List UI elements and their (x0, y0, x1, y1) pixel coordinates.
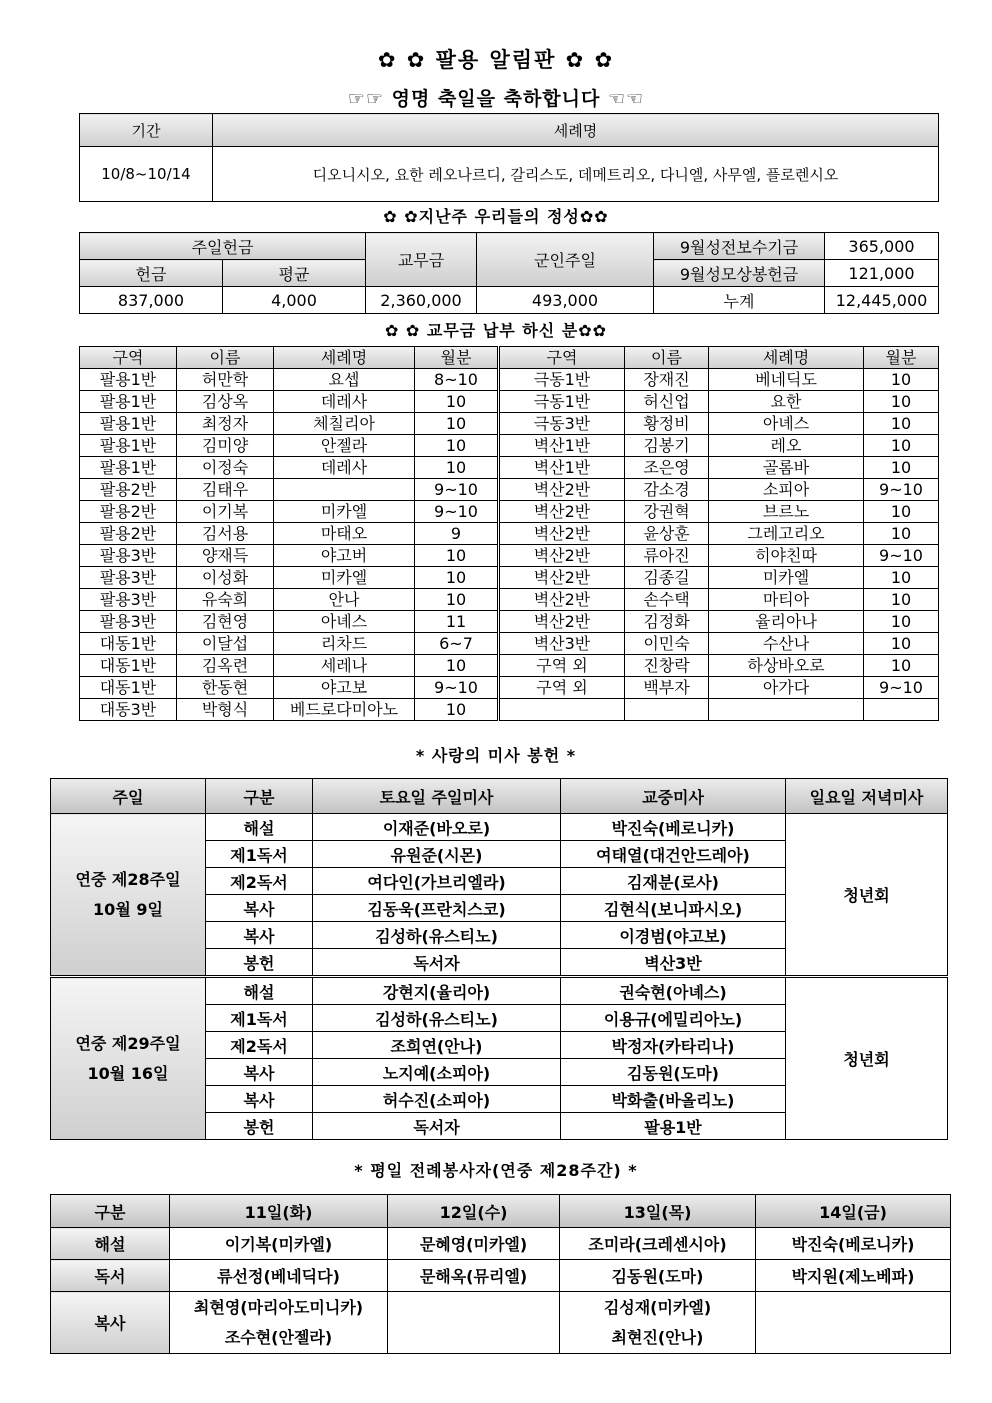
dues-cell: 히야친따 (709, 545, 864, 567)
dues-cell: 손수택 (625, 589, 709, 611)
dues-cell: 대동3반 (80, 699, 177, 721)
weekday-heading: * 평일 전례봉사자(연중 제28주간) * (354, 1161, 638, 1180)
dues-cell: 마태오 (274, 523, 415, 545)
dues-cell: 김정화 (625, 611, 709, 633)
mass-assignee: 여태열(대건안드레아) (561, 841, 786, 868)
dues-cell: 8~10 (415, 369, 499, 391)
dues-cell: 진창락 (625, 655, 709, 677)
mass-role: 복사 (206, 922, 313, 949)
dues-cell: 그레고리오 (709, 523, 864, 545)
page-subtitle: ☞☞ 영명 축일을 축하합니다 ☜☜ (347, 88, 645, 110)
dues-cell: 감소경 (625, 479, 709, 501)
weekday-header-cell: 13일(목) (560, 1195, 756, 1228)
dues-cell: 10 (864, 501, 939, 523)
dues-cell: 벽산2반 (499, 501, 625, 523)
mass-assignee: 권숙현(아녜스) (561, 977, 786, 1005)
dues-cell: 장재진 (625, 369, 709, 391)
dues-cell: 팔용2반 (80, 501, 177, 523)
dues-cell: 율리아나 (709, 611, 864, 633)
dues-cell: 요셉 (274, 369, 415, 391)
dues-cell: 팔용1반 (80, 413, 177, 435)
total-value: 12,445,000 (825, 287, 939, 314)
military-sunday-label: 군인주일 (477, 233, 654, 287)
mass-assignee: 이재준(바오로) (313, 814, 561, 841)
dues-cell: 미카엘 (709, 567, 864, 589)
military-sunday-value: 493,000 (477, 287, 654, 314)
dues-row (80, 457, 939, 479)
dues-cell: 팔용2반 (80, 523, 177, 545)
weekday-cell: 조미라(크레센시아) (560, 1228, 756, 1260)
fund2-label: 9월성모상봉헌금 (654, 260, 825, 287)
mass-assignee: 팔용1반 (561, 1113, 786, 1140)
server-name: 최현진(안나) (611, 1327, 704, 1347)
sunday-cell (51, 977, 206, 1140)
dues-cell: 마티아 (709, 589, 864, 611)
weekday-server-row (51, 1292, 951, 1354)
dues-cell: 아녜스 (709, 413, 864, 435)
sunday-date: 10월 9일 (93, 899, 163, 919)
feast-header-names: 세례명 (213, 114, 939, 147)
dues-cell: 극동3반 (499, 413, 625, 435)
dues-cell: 극동1반 (499, 391, 625, 413)
dues-cell: 체칠리아 (274, 413, 415, 435)
dues-cell: 레오 (709, 435, 864, 457)
dues-cell: 6~7 (415, 633, 499, 655)
dues-row (80, 589, 939, 611)
dues-cell: 벽산1반 (499, 435, 625, 457)
dues-cell: 세레나 (274, 655, 415, 677)
weekday-cell (560, 1292, 756, 1354)
dues-cell: 벽산2반 (499, 611, 625, 633)
dues-row (80, 479, 939, 501)
dues-table (79, 346, 939, 721)
dues-cell: 이민숙 (625, 633, 709, 655)
dues-cell: 김종길 (625, 567, 709, 589)
dues-cell: 9~10 (415, 677, 499, 699)
weekday-cell (170, 1292, 388, 1354)
mass-assignee: 독서자 (313, 949, 561, 977)
dues-cell: 10 (415, 435, 499, 457)
dues-cell: 10 (864, 611, 939, 633)
dues-header-cell: 세례명 (274, 347, 415, 369)
dues-cell: 벽산2반 (499, 545, 625, 567)
server-name: 김성재(미카엘) (603, 1297, 712, 1317)
dues-cell: 윤상훈 (625, 523, 709, 545)
dues-cell: 벽산2반 (499, 567, 625, 589)
dues-row (80, 369, 939, 391)
dues-cell: 아가다 (709, 677, 864, 699)
dues-header-cell: 이름 (625, 347, 709, 369)
dues-row (80, 611, 939, 633)
feast-header-period: 기간 (80, 114, 213, 147)
weekday-cell: 이기복(미카엘) (170, 1228, 388, 1260)
dues-cell: 구역 외 (499, 655, 625, 677)
mass-role: 제2독서 (206, 1032, 313, 1059)
dues-header-cell: 월분 (415, 347, 499, 369)
dues-cell: 김옥련 (177, 655, 274, 677)
dues-cell: 벽산2반 (499, 479, 625, 501)
dues-cell: 이기복 (177, 501, 274, 523)
dues-cell: 10 (864, 589, 939, 611)
mass-role: 제1독서 (206, 841, 313, 868)
mass-header-cell: 교중미사 (561, 779, 786, 814)
dues-cell: 팔용3반 (80, 545, 177, 567)
dues-cell (709, 699, 864, 721)
fund1-value: 365,000 (825, 233, 939, 260)
dues-cell: 벽산1반 (499, 457, 625, 479)
dues-cell: 팔용1반 (80, 369, 177, 391)
dues-cell: 소피아 (709, 479, 864, 501)
mass-assignee: 박정자(카타리나) (561, 1032, 786, 1059)
dues-row (80, 545, 939, 567)
dues-cell: 구역 외 (499, 677, 625, 699)
dues-cell: 10 (415, 457, 499, 479)
dues-header-cell: 이름 (177, 347, 274, 369)
dues-cell: 벽산3반 (499, 633, 625, 655)
dues-cell: 10 (864, 523, 939, 545)
server-name: 최현영(마리아도미니카) (193, 1297, 364, 1317)
mass-header-cell: 주일 (51, 779, 206, 814)
sunday-name: 연중 제28주일 (75, 869, 181, 889)
mass-assignee: 노지예(소피아) (313, 1059, 561, 1086)
mass-assignee: 김현식(보니파시오) (561, 895, 786, 922)
pledge-value: 4,000 (223, 287, 366, 314)
offering-heading: ✿ ✿지난주 우리들의 정성✿✿ (383, 207, 609, 226)
weekday-header-cell: 12일(수) (388, 1195, 560, 1228)
total-label: 누계 (654, 287, 825, 314)
weekday-cell (388, 1292, 560, 1354)
weekday-cell: 문해옥(뮤리엘) (388, 1260, 560, 1292)
mass-role: 봉헌 (206, 1113, 313, 1140)
dues-cell: 극동1반 (499, 369, 625, 391)
weekday-header-cell: 14일(금) (756, 1195, 951, 1228)
dues-cell: 수산나 (709, 633, 864, 655)
dues-cell: 대동1반 (80, 677, 177, 699)
dues-cell: 10 (864, 435, 939, 457)
dues-cell: 야고보 (274, 677, 415, 699)
feast-names: 디오니시오, 요한 레오나르디, 갈리스도, 데메트리오, 다니엘, 사무엘, 플로렌시오 (213, 147, 939, 202)
mass-assignee: 여다인(가브리엘라) (313, 868, 561, 895)
sunday-offering-label: 주일헌금 (80, 233, 366, 260)
mass-assignee: 김성하(유스티노) (313, 922, 561, 949)
dues-cell: 김태우 (177, 479, 274, 501)
dues-cell: 허신업 (625, 391, 709, 413)
weekday-cell: 류선정(베네딕다) (170, 1260, 388, 1292)
dues-cell: 10 (415, 545, 499, 567)
dues-header-row (80, 347, 939, 369)
dues-cell: 박형식 (177, 699, 274, 721)
dues-cell: 베드로다미아노 (274, 699, 415, 721)
dues-cell: 10 (415, 391, 499, 413)
weekday-cell: 박지원(제노베파) (756, 1260, 951, 1292)
dues-header-cell: 구역 (80, 347, 177, 369)
dues-cell: 10 (864, 655, 939, 677)
dues-cell: 9~10 (864, 479, 939, 501)
dues-cell: 10 (864, 413, 939, 435)
dues-cell: 김서용 (177, 523, 274, 545)
dues-cell: 벽산2반 (499, 589, 625, 611)
dues-cell: 팔용3반 (80, 567, 177, 589)
dues-cell: 10 (415, 413, 499, 435)
server-name: 조수현(안젤라) (224, 1327, 333, 1347)
weekday-servers-table (50, 1194, 951, 1354)
dues-row (80, 677, 939, 699)
mass-header-cell: 토요일 주일미사 (313, 779, 561, 814)
dues-cell: 브르노 (709, 501, 864, 523)
dues-cell: 데레사 (274, 391, 415, 413)
dues-cell: 팔용1반 (80, 435, 177, 457)
mass-offering-table (50, 778, 948, 1140)
mass-assignee: 이경범(야고보) (561, 922, 786, 949)
dues-row (80, 633, 939, 655)
dues-row (80, 523, 939, 545)
dues-cell: 강권혁 (625, 501, 709, 523)
dues-cell (625, 699, 709, 721)
dues-cell: 양재득 (177, 545, 274, 567)
mass-heading: * 사랑의 미사 봉헌 * (415, 746, 577, 765)
sunday-cell (51, 814, 206, 977)
weekday-header-cell: 11일(화) (170, 1195, 388, 1228)
weekday-cell: 박진숙(베로니카) (756, 1228, 951, 1260)
dues-cell: 10 (415, 567, 499, 589)
mass-assignee: 박진숙(베로니카) (561, 814, 786, 841)
dues-cell: 김상옥 (177, 391, 274, 413)
mass-assignee: 이용규(에밀리아노) (561, 1005, 786, 1032)
weekday-reader-row (51, 1260, 951, 1292)
dues-cell: 안나 (274, 589, 415, 611)
mass-role: 복사 (206, 1059, 313, 1086)
mass-assignee: 박화출(바올리노) (561, 1086, 786, 1113)
dues-cell: 김봉기 (625, 435, 709, 457)
dues-cell: 베네딕도 (709, 369, 864, 391)
dues-row (80, 413, 939, 435)
mass-header-cell: 일요일 저녁미사 (786, 779, 948, 814)
dues-header-cell: 월분 (864, 347, 939, 369)
dues-cell: 아녜스 (274, 611, 415, 633)
mass-role: 해설 (206, 814, 313, 841)
dues-cell: 허만학 (177, 369, 274, 391)
fund1-label: 9월성전보수기금 (654, 233, 825, 260)
weekday-row-label: 복사 (51, 1292, 170, 1354)
mass-row (51, 977, 948, 1005)
mass-role: 제1독서 (206, 1005, 313, 1032)
dues-row (80, 391, 939, 413)
dues-cell: 백부자 (625, 677, 709, 699)
dues-cell: 이달섭 (177, 633, 274, 655)
dues-heading: ✿ ✿ 교무금 납부 하신 분✿✿ (384, 321, 608, 340)
dues-row (80, 435, 939, 457)
dues-cell (864, 699, 939, 721)
dues-cell: 10 (864, 369, 939, 391)
dues-cell: 미카엘 (274, 567, 415, 589)
dues-cell: 10 (864, 567, 939, 589)
offering-table (79, 232, 939, 314)
mass-assignee: 김성하(유스티노) (313, 1005, 561, 1032)
pledge-label: 평균 (223, 260, 366, 287)
dues-cell: 이정숙 (177, 457, 274, 479)
dues-cell: 골롬바 (709, 457, 864, 479)
weekday-commentary-row (51, 1228, 951, 1260)
dues-cell: 10 (864, 633, 939, 655)
mass-role: 복사 (206, 1086, 313, 1113)
dues-row (80, 655, 939, 677)
mass-assignee: 독서자 (313, 1113, 561, 1140)
dues-row (80, 567, 939, 589)
mass-assignee: 김동욱(프란치스코) (313, 895, 561, 922)
evening-mass-cell: 청년회 (786, 977, 948, 1140)
dues-cell: 10 (415, 655, 499, 677)
dues-cell: 9~10 (864, 545, 939, 567)
weekday-cell (756, 1292, 951, 1354)
mass-assignee: 허수진(소피아) (313, 1086, 561, 1113)
fund2-value: 121,000 (825, 260, 939, 287)
weekday-row-label: 독서 (51, 1260, 170, 1292)
dues-label: 교무금 (366, 233, 477, 287)
dues-cell: 황정비 (625, 413, 709, 435)
mass-role: 해설 (206, 977, 313, 1005)
mass-role: 봉헌 (206, 949, 313, 977)
dues-header-cell: 구역 (499, 347, 625, 369)
dues-cell: 김미양 (177, 435, 274, 457)
mass-assignee: 김동원(도마) (561, 1059, 786, 1086)
dues-cell: 9~10 (864, 677, 939, 699)
dues-cell: 팔용1반 (80, 457, 177, 479)
dues-cell: 11 (415, 611, 499, 633)
mass-row (51, 814, 948, 841)
dues-value: 2,360,000 (366, 287, 477, 314)
dues-cell: 벽산2반 (499, 523, 625, 545)
mass-assignee: 김재분(로사) (561, 868, 786, 895)
feast-day-table (79, 113, 939, 202)
sunday-date: 10월 16일 (87, 1063, 169, 1083)
evening-mass-cell: 청년회 (786, 814, 948, 977)
dues-cell: 리차드 (274, 633, 415, 655)
cash-label: 헌금 (80, 260, 223, 287)
dues-cell: 팔용3반 (80, 589, 177, 611)
dues-cell: 야고버 (274, 545, 415, 567)
weekday-cell: 문혜영(미카엘) (388, 1228, 560, 1260)
mass-role: 복사 (206, 895, 313, 922)
mass-assignee: 조희연(안나) (313, 1032, 561, 1059)
dues-cell: 10 (864, 457, 939, 479)
dues-cell: 10 (415, 589, 499, 611)
mass-header-cell: 구분 (206, 779, 313, 814)
dues-row (80, 699, 939, 721)
dues-cell (274, 479, 415, 501)
weekday-cell: 김동원(도마) (560, 1260, 756, 1292)
dues-cell: 대동1반 (80, 633, 177, 655)
dues-cell: 요한 (709, 391, 864, 413)
dues-cell (499, 699, 625, 721)
dues-cell: 류아진 (625, 545, 709, 567)
dues-cell: 대동1반 (80, 655, 177, 677)
dues-cell: 9~10 (415, 501, 499, 523)
dues-cell: 10 (864, 391, 939, 413)
dues-row (80, 501, 939, 523)
mass-assignee: 유원준(시몬) (313, 841, 561, 868)
mass-assignee: 강현지(율리아) (313, 977, 561, 1005)
dues-cell: 미카엘 (274, 501, 415, 523)
dues-cell: 안젤라 (274, 435, 415, 457)
cash-value: 837,000 (80, 287, 223, 314)
feast-period: 10/8~10/14 (80, 147, 213, 202)
dues-cell: 조은영 (625, 457, 709, 479)
dues-cell: 팔용1반 (80, 391, 177, 413)
weekday-row-label: 해설 (51, 1228, 170, 1260)
weekday-header-cell: 구분 (51, 1195, 170, 1228)
dues-cell: 한동현 (177, 677, 274, 699)
dues-cell: 이성화 (177, 567, 274, 589)
dues-cell: 하상바오로 (709, 655, 864, 677)
page-title: ✿ ✿ 팔용 알림판 ✿ ✿ (377, 48, 615, 72)
sunday-name: 연중 제29주일 (75, 1033, 181, 1053)
dues-cell: 9 (415, 523, 499, 545)
mass-role: 제2독서 (206, 868, 313, 895)
dues-cell: 팔용3반 (80, 611, 177, 633)
dues-header-cell: 세례명 (709, 347, 864, 369)
dues-cell: 팔용2반 (80, 479, 177, 501)
dues-cell: 9~10 (415, 479, 499, 501)
dues-cell: 유숙희 (177, 589, 274, 611)
dues-cell: 10 (415, 699, 499, 721)
mass-assignee: 벽산3반 (561, 949, 786, 977)
dues-cell: 김현영 (177, 611, 274, 633)
dues-cell: 최정자 (177, 413, 274, 435)
dues-cell: 데레사 (274, 457, 415, 479)
